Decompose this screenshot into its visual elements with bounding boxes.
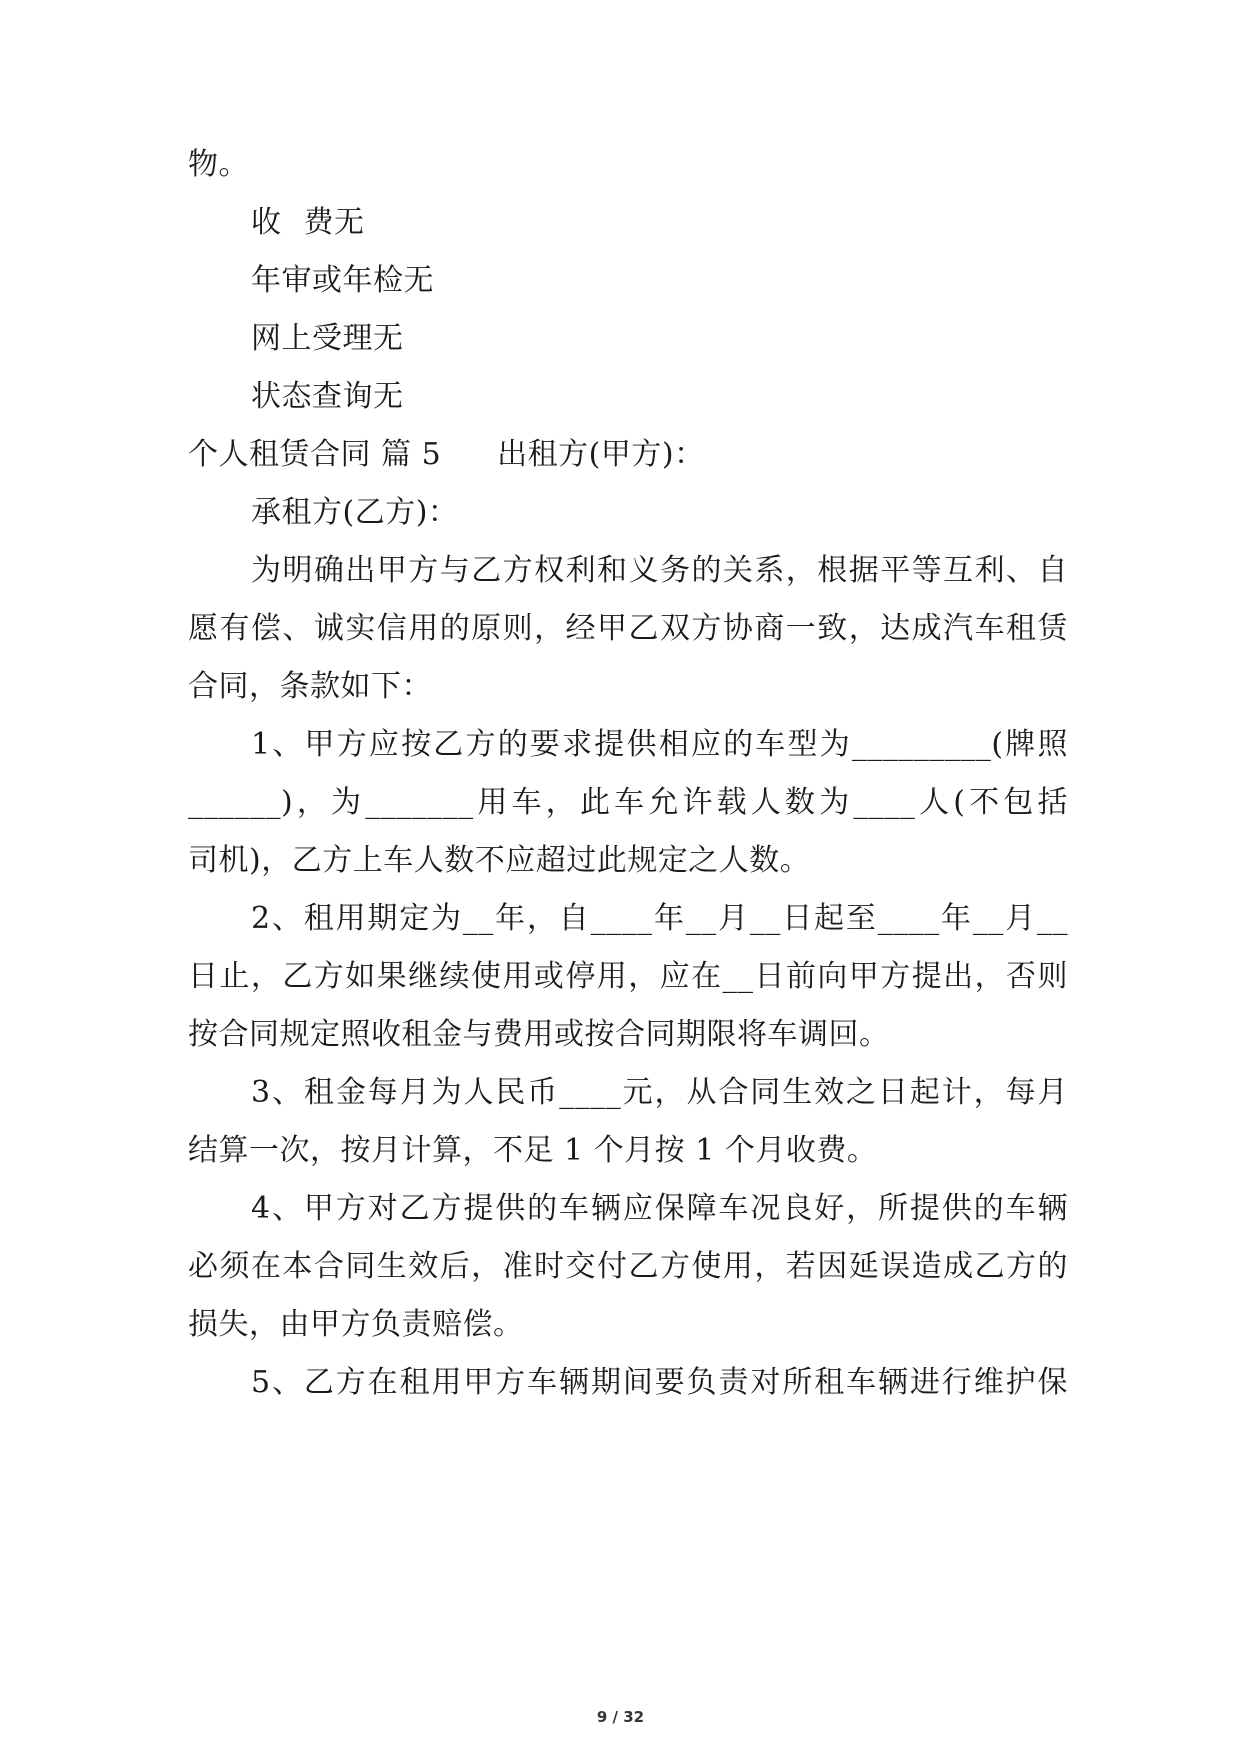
text-line: 为明确出甲方与乙方权利和义务的关系，根据平等互利、自 — [251, 553, 1068, 588]
lessee-label: 承租方(乙方)： — [251, 495, 459, 530]
text-line: 物。 — [188, 147, 249, 182]
clause-4-line: 损失，由甲方负责赔偿。 — [188, 1307, 524, 1342]
clause-1-line: 1、甲方应按乙方的要求提供相应的车型为_________(牌照 — [251, 727, 1068, 762]
section-heading — [188, 435, 1068, 475]
clause-2-line: 按合同规定照收租金与费用或按合同期限将车调回。 — [188, 1017, 890, 1052]
clause-4-line: 必须在本合同生效后，准时交付乙方使用，若因延误造成乙方的 — [188, 1249, 1068, 1284]
clause-3-line: 结算一次，按月计算，不足 1 个月按 1 个月收费。 — [188, 1133, 878, 1168]
clause-5-line: 5、乙方在租用甲方车辆期间要负责对所租车辆进行维护保 — [251, 1365, 1068, 1400]
clause-2-line: 日止，乙方如果继续使用或停用，应在__日前向甲方提出，否则 — [188, 959, 1068, 994]
text-line: 年审或年检无 — [251, 263, 434, 298]
clause-1-line: 司机)，乙方上车人数不应超过此规定之人数。 — [188, 843, 811, 878]
clause-2-line: 2、租用期定为__年，自____年__月__日起至____年__月__ — [251, 901, 1068, 936]
text-line: 网上受理无 — [251, 321, 404, 356]
text-line: 状态查询无 — [251, 379, 404, 414]
lessor-label: 出租方(甲方)： — [497, 437, 705, 472]
text-fragment: 收 — [251, 205, 282, 240]
text-fragment: 费无 — [303, 205, 365, 240]
text-line: 愿有偿、诚实信用的原则，经甲乙双方协商一致，达成汽车租赁 — [188, 611, 1068, 646]
page-number: 9 / 32 — [596, 1708, 645, 1726]
clause-3-line: 3、租金每月为人民币____元，从合同生效之日起计，每月 — [251, 1075, 1068, 1110]
text-line: 合同，条款如下： — [188, 669, 432, 704]
text-line — [251, 203, 1131, 243]
clause-4-line: 4、甲方对乙方提供的车辆应保障车况良好，所提供的车辆 — [251, 1191, 1068, 1226]
clause-1-line: ______)，为_______用车，此车允许载人数为____人(不包括 — [188, 785, 1068, 820]
section-title: 个人租赁合同 篇 5 — [188, 437, 442, 472]
